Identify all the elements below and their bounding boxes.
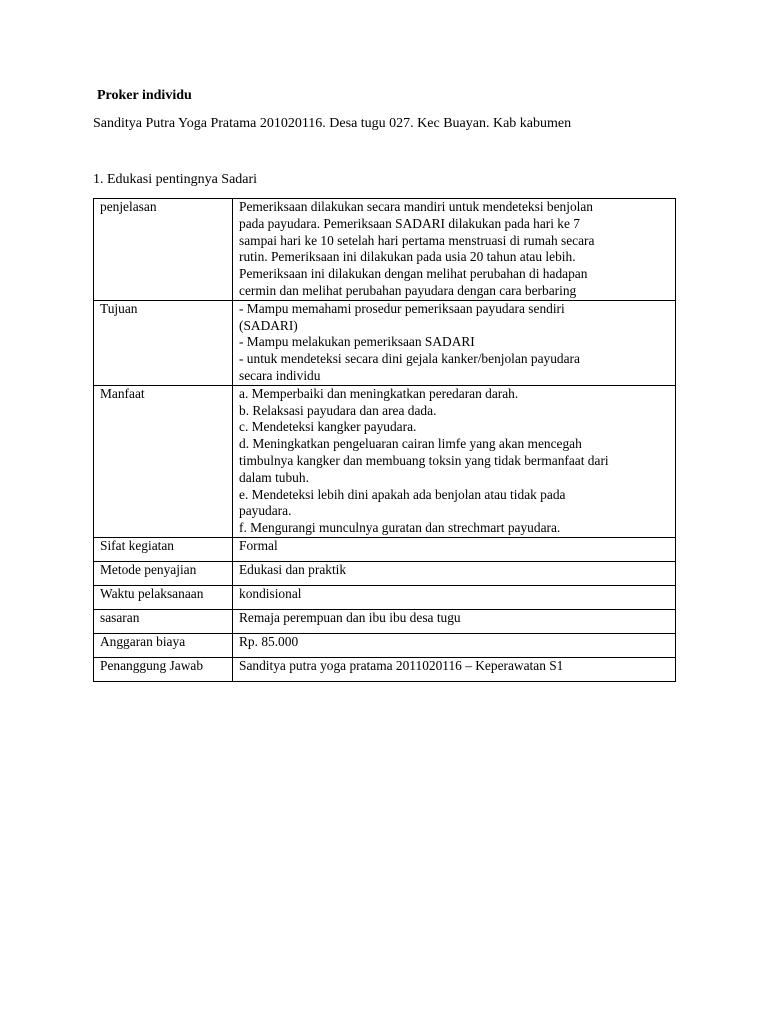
table-row-tujuan — [94, 300, 676, 385]
author-line: Sanditya Putra Yoga Pratama 201020116. Desa tugu 027. Kec Buayan. Kab kabumen — [93, 116, 572, 131]
content-line: Pemeriksaan dilakukan secara mandiri untuk mendeteksi benjolan — [239, 199, 593, 214]
content-line: dalam tubuh. — [239, 469, 309, 485]
row-content — [233, 537, 676, 561]
content-line: cermin dan melihat perubahan payudara dengan cara berbaring — [239, 282, 577, 298]
program-table — [93, 198, 676, 682]
table-row-manfaat — [94, 385, 676, 537]
row-label: Tujuan — [94, 300, 233, 385]
table-row-sasaran — [94, 609, 676, 633]
content-line: - untuk mendeteksi secara dini gejala kanker/benjolan payudara — [239, 351, 580, 367]
row-label: Sifat kegiatan — [94, 537, 233, 561]
table-row-penanggung-jawab — [94, 657, 676, 681]
content-line: - Mampu melakukan pemeriksaan SADARI — [239, 334, 475, 350]
content-line: timbulnya kangker dan membuang toksin yang tidak bermanfaat dari — [239, 452, 609, 468]
row-content — [233, 199, 676, 301]
content-line: Sanditya putra yoga pratama 2011020116 – Keperawatan S1 — [239, 657, 564, 673]
content-line: b. Relaksasi payudara dan area dada. — [239, 402, 437, 418]
content-line: pada payudara. Pemeriksaan SADARI dilakukan pada hari ke 7 — [239, 215, 580, 231]
row-label: Anggaran biaya — [94, 633, 233, 657]
row-label: Metode penyajian — [94, 561, 233, 585]
row-label: penjelasan — [94, 199, 233, 301]
row-content — [233, 300, 676, 385]
content-line: f. Mengurangi munculnya guratan dan strechmart payudara. — [239, 520, 561, 536]
row-label: Waktu pelaksanaan — [94, 585, 233, 609]
row-content — [233, 633, 676, 657]
row-label: Manfaat — [94, 385, 233, 537]
content-line: sampai hari ke 10 setelah hari pertama menstruasi di rumah secara — [239, 232, 595, 248]
content-line: (SADARI) — [239, 317, 298, 333]
row-label: Penanggung Jawab — [94, 657, 233, 681]
content-line: a. Memperbaiki dan meningkatkan peredaran darah. — [239, 385, 519, 401]
content-line: Rp. 85.000 — [239, 633, 299, 649]
content-line: c. Mendeteksi kangker payudara. — [239, 419, 417, 435]
content-line: payudara. — [239, 503, 292, 519]
table-row-metode-penyajian — [94, 561, 676, 585]
row-content — [233, 585, 676, 609]
content-line: rutin. Pemeriksaan ini dilakukan pada usia 20 tahun atau lebih. — [239, 249, 576, 265]
row-label: sasaran — [94, 609, 233, 633]
row-content — [233, 385, 676, 537]
table-row-anggaran-biaya — [94, 633, 676, 657]
content-line: Remaja perempuan dan ibu ibu desa tugu — [239, 609, 461, 625]
section-heading: 1. Edukasi pentingnya Sadari — [93, 172, 258, 187]
content-line: Formal — [239, 537, 278, 553]
content-line: - Mampu memahami prosedur pemeriksaan payudara sendiri — [239, 300, 565, 316]
table-row-sifat-kegiatan — [94, 537, 676, 561]
content-line: d. Meningkatkan pengeluaran cairan limfe yang akan mencegah — [239, 436, 582, 452]
content-line: e. Mendeteksi lebih dini apakah ada benjolan atau tidak pada — [239, 486, 566, 502]
row-content — [233, 561, 676, 585]
content-line: Edukasi dan praktik — [239, 561, 347, 577]
content-line: Pemeriksaan ini dilakukan dengan melihat perubahan di hadapan — [239, 266, 588, 282]
document-title: Proker individu — [97, 88, 192, 103]
table-row-penjelasan — [94, 199, 676, 301]
table-row-waktu-pelaksanaan — [94, 585, 676, 609]
row-content — [233, 657, 676, 681]
content-line: kondisional — [239, 585, 302, 601]
content-line: secara individu — [239, 367, 321, 383]
row-content — [233, 609, 676, 633]
